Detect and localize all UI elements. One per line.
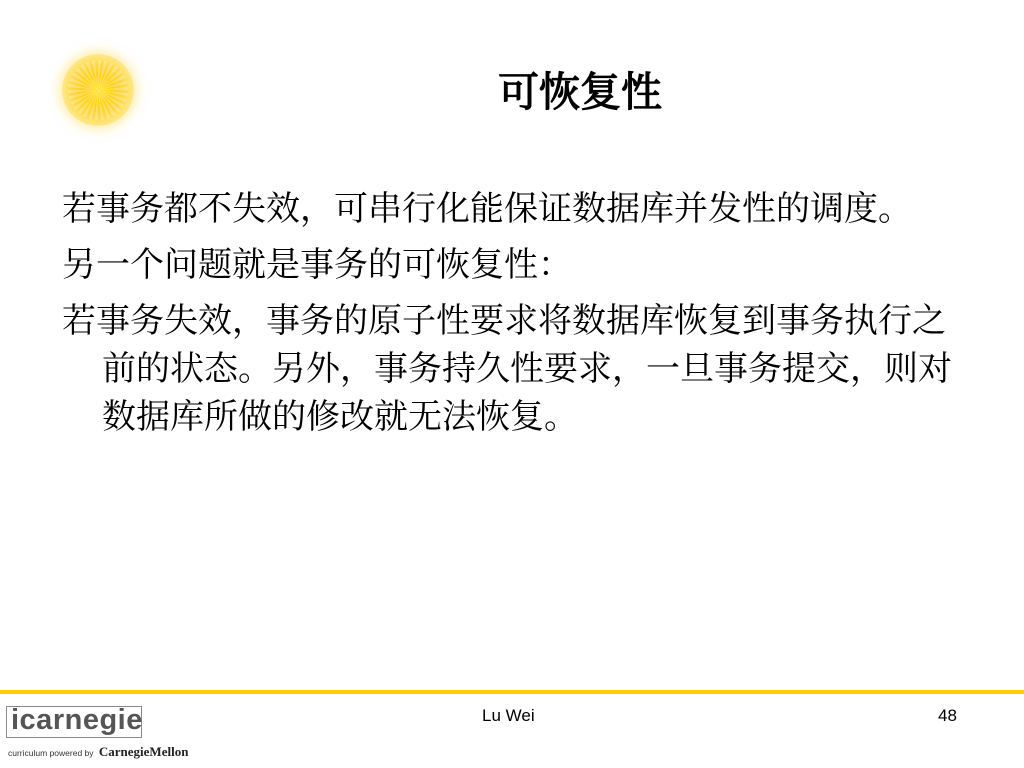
logo-frame [6,706,142,738]
logo-partner: CarnegieMellon [98,744,189,759]
footer-divider [0,690,1024,694]
slide-title: 可恢复性 [498,68,662,116]
logo-tagline: curriculum powered by [8,748,94,758]
paragraph-2: 另一个问题就是事务的可恢复性： [62,245,572,285]
icarnegie-logo [6,706,206,762]
footer-author: Lu Wei [482,706,535,725]
paragraph-3: 若事务失效，事务的原子性要求将数据库恢复到事务执行之前的状态。另外，事务持久性要求，一旦事务提交，则对数据库所做的修改就无法恢复。 [62,301,952,437]
logo-wordmark: icarnegie [11,704,143,736]
page-number: 48 [938,706,957,725]
slide-body [62,185,962,449]
sun-logo-icon [62,54,134,126]
paragraph-1: 若事务都不失效，可串行化能保证数据库并发性的调度。 [62,189,912,229]
logo-tagline-line [8,744,188,760]
